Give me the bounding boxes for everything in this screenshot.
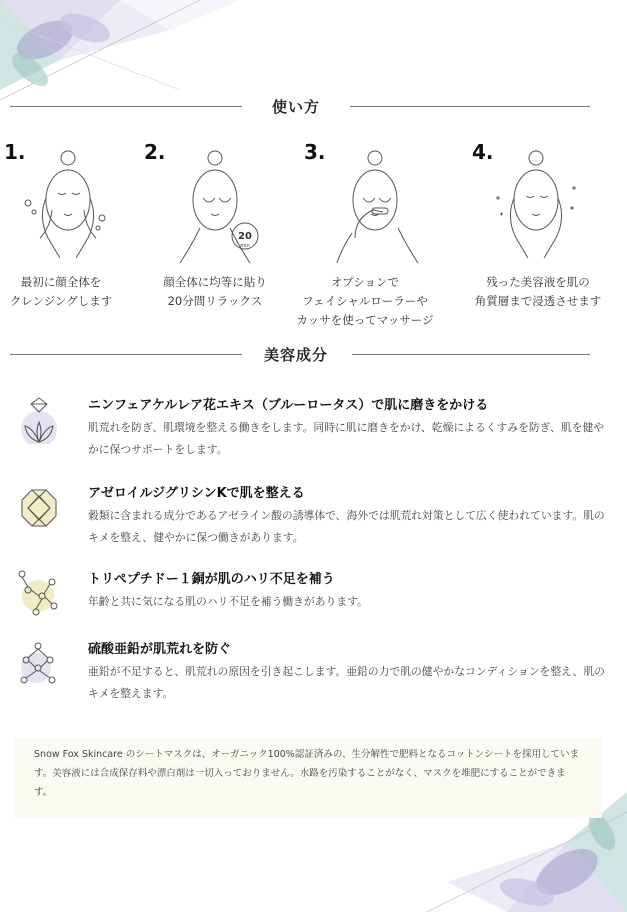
step-caption: 残った美容液を肌の 角質層まで浸透させます	[474, 275, 602, 308]
usage-section-header	[0, 96, 627, 116]
divider	[350, 106, 590, 107]
timer-badge-value: 20	[238, 231, 252, 242]
divider	[10, 106, 242, 107]
face-absorb-illustration-icon	[486, 148, 586, 268]
lotus-icon	[14, 394, 64, 444]
note-text: Snow Fox Skincare のシートマスクは、オーガニック100%認証済みの、生分解性で肥料となるコットンシートを採用しています。美容液には合成保存料や漂白剤は一切入っておりません。水路を汚染することがなく、マスクを堆肥にすることができます。	[34, 749, 580, 798]
ingredient-body: 穀類に含まれる成分であるアゼライン酸の誘導体で、海外では肌荒れ対策として広く使われています。肌のキメを整え、健やかに保つ働きがあります。	[88, 509, 605, 544]
ingredient-heading: トリペプチドー１銅が肌のハリ不足を補う	[88, 572, 335, 587]
floral-decoration-top-left	[0, 0, 240, 110]
sustainability-note	[14, 738, 602, 818]
zinc-molecule-icon	[14, 638, 64, 688]
ingredient-body: 亜鉛が不足すると、肌荒れの原因を引き起こします。亜鉛の力で肌の健やかなコンディションを整え、肌のキメを整えます。	[88, 665, 605, 700]
divider	[352, 354, 590, 355]
peptide-chain-icon	[14, 568, 64, 618]
ingredient-heading: ニンフェアケルレア花エキス（ブルーロータス）で肌に磨きをかける	[88, 398, 489, 413]
step-number: 3.	[304, 140, 326, 164]
ingredient-heading: 硫酸亜鉛が肌荒れを防ぐ	[88, 642, 232, 657]
step-number: 1.	[4, 140, 26, 164]
face-massage-illustration-icon	[330, 148, 430, 268]
timer-badge-unit: min	[240, 243, 250, 249]
ingredients-title: 美容成分	[264, 346, 329, 364]
step-number: 2.	[144, 140, 166, 164]
face-cleansing-illustration-icon	[20, 148, 110, 268]
ingredient-body: 年齢と共に気になる肌のハリ不足を補う働きがあります。	[88, 595, 368, 608]
step-caption: 最初に顔全体を クレンジングします	[9, 275, 113, 308]
usage-title: 使い方	[272, 98, 321, 116]
ingredient-heading: アゼロイルジグリシンKで肌を整える	[88, 486, 305, 501]
divider	[10, 354, 242, 355]
step-caption: オプションで フェイシャルローラーや カッサを使ってマッサージ	[296, 275, 434, 327]
step-number: 4.	[472, 140, 494, 164]
ingredients-section-header	[0, 344, 627, 364]
octagon-molecule-icon	[14, 482, 64, 532]
face-mask-illustration-icon	[170, 148, 280, 268]
ingredient-body: 肌荒れを防ぎ、肌環境を整える働きをします。同時に肌に磨きをかけ、乾燥によるくすみを防ぎ、肌を健やかに保つサポートをします。	[88, 421, 605, 456]
step-caption: 顔全体に均等に貼り 20分間リラックス	[163, 275, 267, 308]
